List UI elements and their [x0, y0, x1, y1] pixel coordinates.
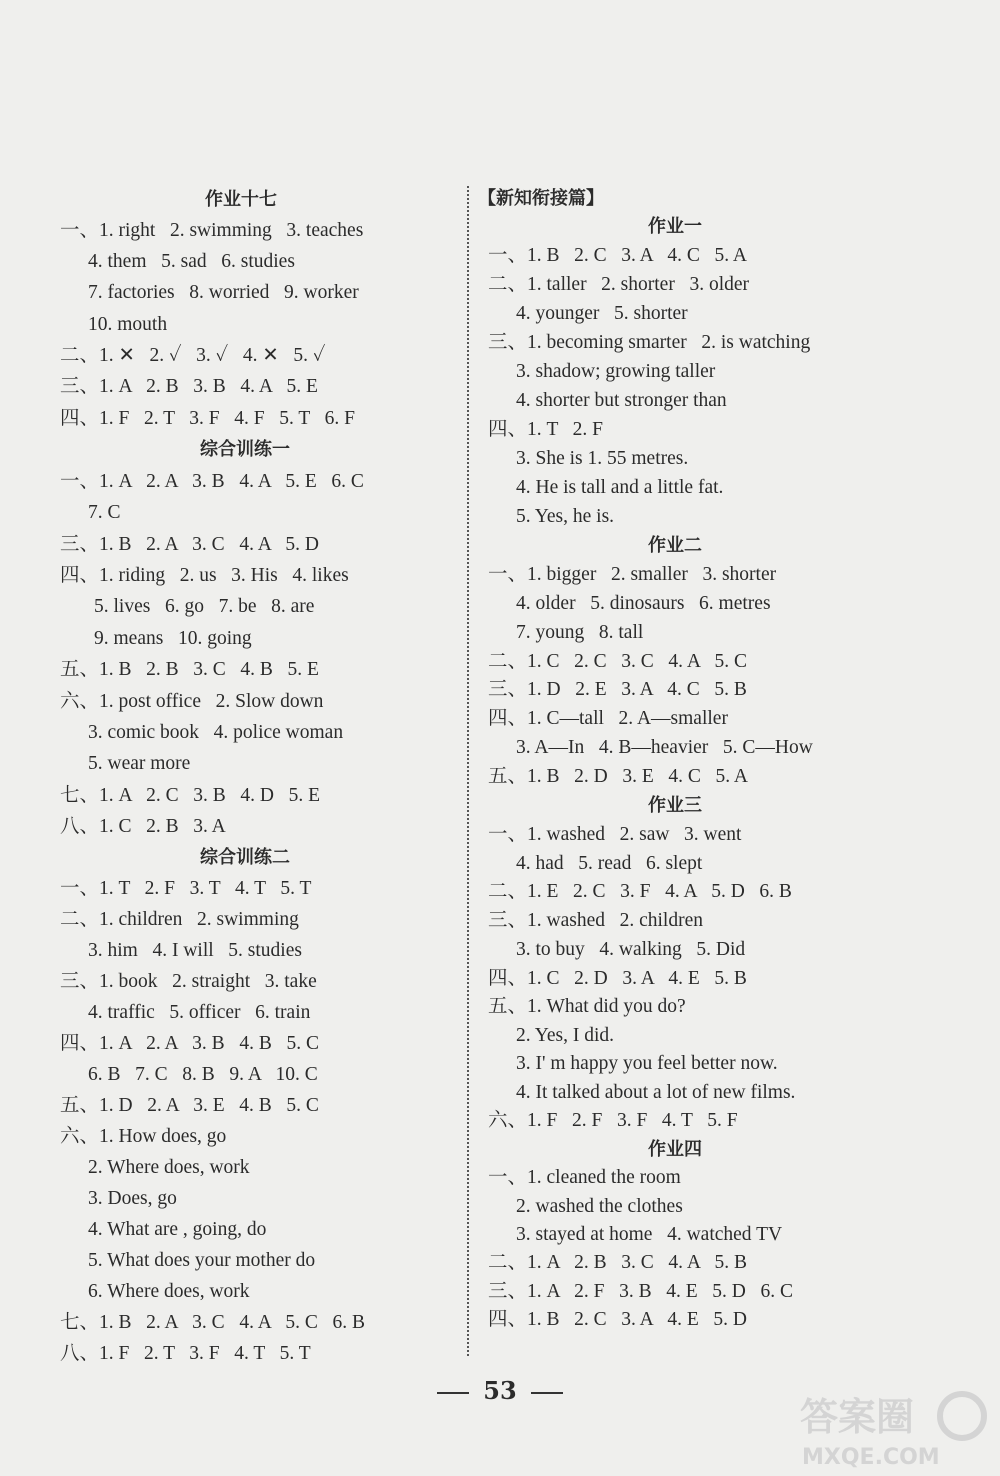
right-answer-line: 3. to buy 4. walking 5. Did: [516, 939, 746, 960]
left-answer-line: 4. them 5. sad 6. studies: [88, 251, 295, 272]
left-answer-line: 六、1. How does, go: [60, 1126, 227, 1147]
left-answer-line: 三、1. B 2. A 3. C 4. A 5. D: [60, 534, 319, 555]
left-answer-line: 3. Does, go: [88, 1188, 177, 1209]
left-section-heading: 综合训练一: [200, 439, 290, 460]
right-answer-line: 3. I' m happy you feel better now.: [516, 1053, 778, 1074]
right-answer-line: 五、1. What did you do?: [488, 996, 686, 1017]
left-answer-line: 四、1. A 2. A 3. B 4. B 5. C: [60, 1033, 319, 1054]
right-section-heading: 作业一: [648, 216, 702, 237]
right-answer-line: 4. younger 5. shorter: [516, 303, 688, 324]
column-divider: [467, 186, 469, 1356]
left-answer-line: 一、1. right 2. swimming 3. teaches: [60, 220, 364, 241]
right-section-heading: 【新知衔接篇】: [478, 188, 604, 209]
right-answer-line: 2. Yes, I did.: [516, 1025, 615, 1046]
left-answer-line: 6. B 7. C 8. B 9. A 10. C: [88, 1064, 318, 1085]
left-answer-line: 3. comic book 4. police woman: [88, 722, 344, 743]
left-answer-line: 五、1. B 2. B 3. C 4. B 5. E: [60, 659, 319, 680]
right-answer-line: 四、1. B 2. C 3. A 4. E 5. D: [488, 1309, 747, 1330]
left-answer-line: 3. him 4. I will 5. studies: [88, 940, 302, 961]
watermark-logo: [792, 1386, 992, 1470]
right-answer-line: 三、1. washed 2. children: [488, 910, 703, 931]
watermark-bottom: MXQE.COM: [802, 1445, 940, 1470]
left-section-heading: 作业十七: [205, 189, 277, 210]
right-answer-line: 4. had 5. read 6. slept: [516, 853, 703, 874]
right-answer-line: 一、1. B 2. C 3. A 4. C 5. A: [488, 245, 747, 266]
right-answer-line: 4. shorter but stronger than: [516, 390, 727, 411]
left-answer-line: 10. mouth: [88, 314, 168, 335]
left-answer-line: 7. C: [88, 502, 121, 523]
left-answer-line: 5. wear more: [88, 753, 191, 774]
right-answer-line: 7. young 8. tall: [516, 622, 644, 643]
left-answer-line: 七、1. A 2. C 3. B 4. D 5. E: [60, 785, 321, 806]
left-answer-line: 一、1. T 2. F 3. T 4. T 5. T: [60, 878, 312, 899]
right-answer-line: 一、1. washed 2. saw 3. went: [488, 824, 742, 845]
left-answer-line: 一、1. A 2. A 3. B 4. A 5. E 6. C: [60, 471, 364, 492]
right-answer-line: 3. A—In 4. B—heavier 5. C—How: [516, 737, 813, 758]
right-answer-line: 4. He is tall and a little fat.: [516, 477, 724, 498]
left-answer-line: 四、1. riding 2. us 3. His 4. likes: [60, 565, 349, 586]
left-answer-line: 三、1. book 2. straight 3. take: [60, 971, 317, 992]
page-number-value: 53: [483, 1376, 517, 1405]
page-number-dash-left: [437, 1392, 469, 1394]
left-answer-line: 四、1. F 2. T 3. F 4. F 5. T 6. F: [60, 408, 355, 429]
right-answer-line: 四、1. C 2. D 3. A 4. E 5. B: [488, 968, 747, 989]
watermark-top: 答案圈: [800, 1395, 915, 1439]
left-answer-line: 六、1. post office 2. Slow down: [60, 691, 324, 712]
right-answer-line: 3. She is 1. 55 metres.: [516, 448, 689, 469]
left-answer-line: 9. means 10. going: [94, 628, 252, 649]
right-answer-line: 4. older 5. dinosaurs 6. metres: [516, 593, 771, 614]
right-answer-line: 二、1. A 2. B 3. C 4. A 5. B: [488, 1252, 747, 1273]
right-answer-line: 四、1. C—tall 2. A—smaller: [488, 708, 728, 729]
right-answer-line: 四、1. T 2. F: [488, 419, 604, 440]
right-answer-line: 5. Yes, he is.: [516, 506, 615, 527]
left-answer-line: 五、1. D 2. A 3. E 4. B 5. C: [60, 1095, 319, 1116]
right-answer-line: 一、1. cleaned the room: [488, 1167, 681, 1188]
right-answer-line: 五、1. B 2. D 3. E 4. C 5. A: [488, 766, 749, 787]
left-answer-line: 7. factories 8. worried 9. worker: [88, 282, 359, 303]
right-section-heading: 作业二: [648, 535, 702, 556]
left-answer-line: 6. Where does, work: [88, 1281, 250, 1302]
right-answer-line: 三、1. becoming smarter 2. is watching: [488, 332, 811, 353]
right-answer-line: 三、1. D 2. E 3. A 4. C 5. B: [488, 679, 747, 700]
right-answer-line: 2. washed the clothes: [516, 1196, 683, 1217]
right-answer-line: 3. stayed at home 4. watched TV: [516, 1224, 783, 1245]
right-section-heading: 作业四: [648, 1139, 702, 1160]
left-answer-line: 七、1. B 2. A 3. C 4. A 5. C 6. B: [60, 1312, 366, 1333]
right-answer-line: 4. It talked about a lot of new films.: [516, 1082, 796, 1103]
right-answer-line: 二、1. C 2. C 3. C 4. A 5. C: [488, 651, 747, 672]
left-answer-line: 2. Where does, work: [88, 1157, 250, 1178]
right-section-heading: 作业三: [648, 795, 702, 816]
left-answer-line: 二、1. children 2. swimming: [60, 909, 299, 930]
left-answer-line: 八、1. C 2. B 3. A: [60, 816, 226, 837]
left-answer-line: 5. What does your mother do: [88, 1250, 316, 1271]
left-answer-line: 八、1. F 2. T 3. F 4. T 5. T: [60, 1343, 311, 1364]
left-answer-line: 三、1. A 2. B 3. B 4. A 5. E: [60, 376, 318, 397]
left-answer-line: 5. lives 6. go 7. be 8. are: [94, 596, 315, 617]
left-answer-line: 4. What are , going, do: [88, 1219, 267, 1240]
page-number-dash-right: [531, 1392, 563, 1394]
right-answer-line: 二、1. taller 2. shorter 3. older: [488, 274, 750, 295]
right-answer-line: 三、1. A 2. F 3. B 4. E 5. D 6. C: [488, 1281, 793, 1302]
right-answer-line: 二、1. E 2. C 3. F 4. A 5. D 6. B: [488, 881, 792, 902]
right-answer-line: 3. shadow; growing taller: [516, 361, 716, 382]
right-answer-line: 六、1. F 2. F 3. F 4. T 5. F: [488, 1110, 738, 1131]
right-answer-line: 一、1. bigger 2. smaller 3. shorter: [488, 564, 777, 585]
left-answer-line: 4. traffic 5. officer 6. train: [88, 1002, 311, 1023]
left-section-heading: 综合训练二: [200, 847, 290, 868]
left-answer-line: 二、1. ✕ 2. ✓ 3. ✓ 4. ✕ 5. ✓: [60, 345, 326, 366]
